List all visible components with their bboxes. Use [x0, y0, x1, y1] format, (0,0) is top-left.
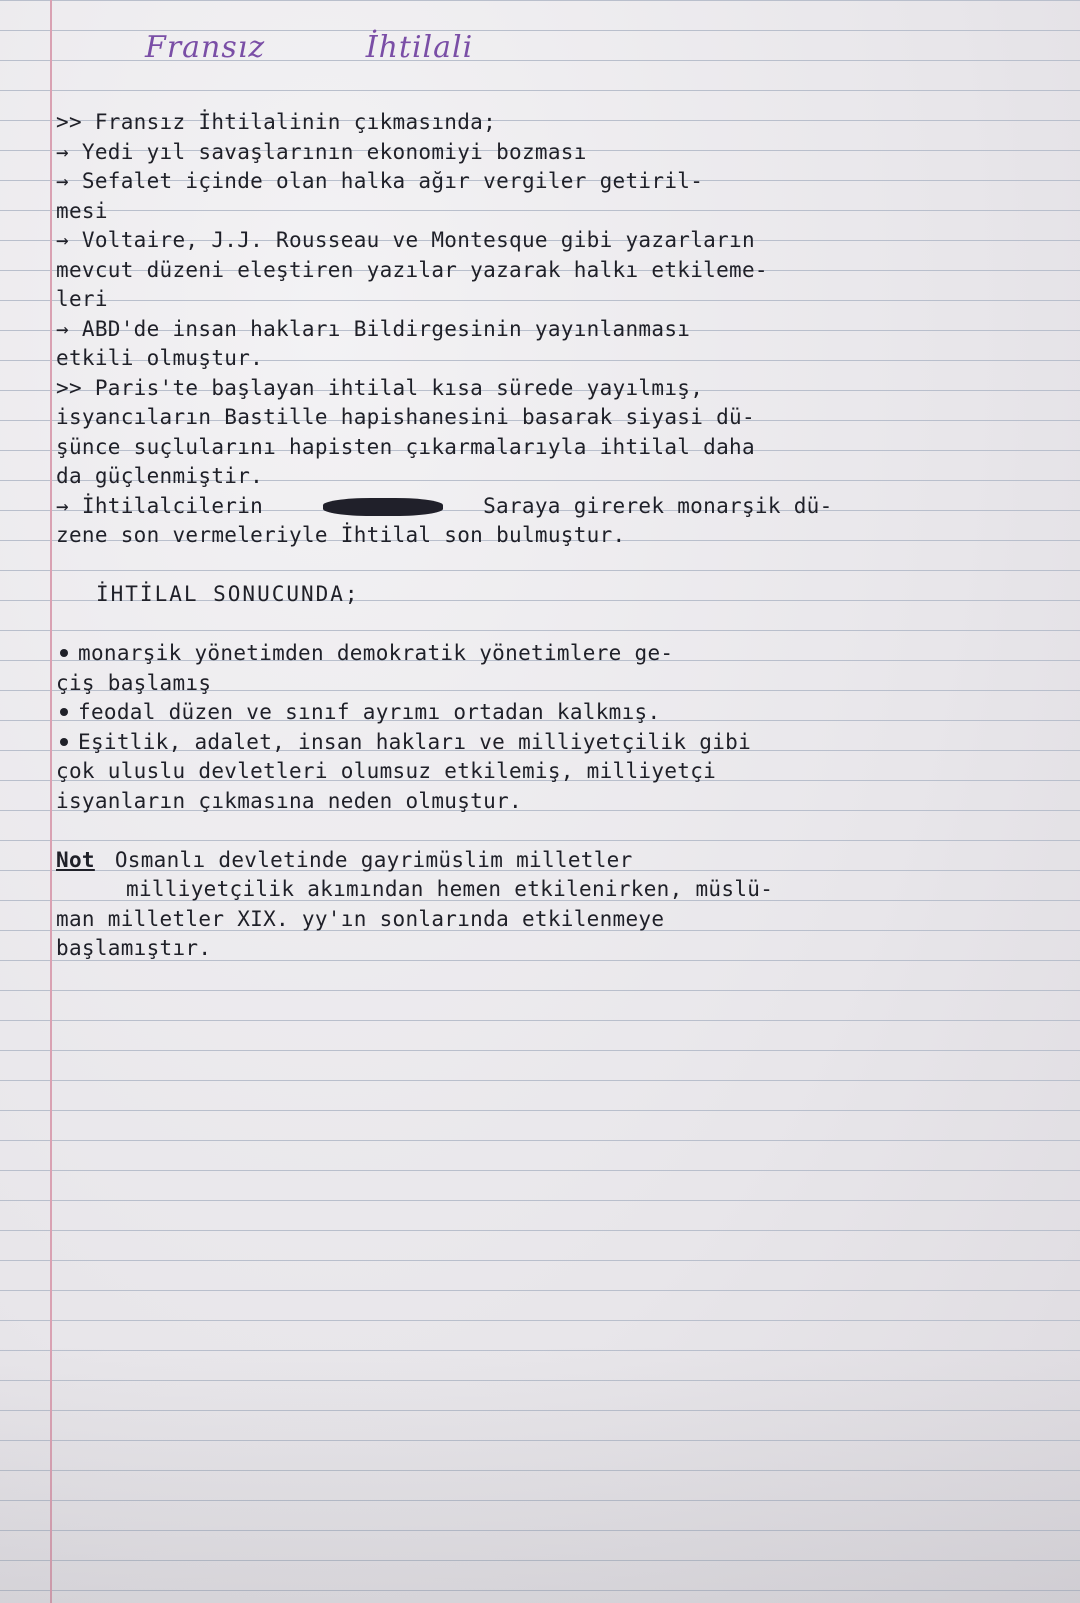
- note-line-2: milliyetçilik akımından hemen etkilenirken, müslü-: [126, 877, 774, 901]
- events-2-start: → İhtilalcilerin: [56, 493, 264, 518]
- cause-4-line-1: → ABD'de insan hakları Bildirgesinin yayınlanması: [56, 316, 691, 341]
- title-word-2: İhtilali: [365, 30, 474, 65]
- note-line-3: man milletler XIX. yy'ın sonlarında etkilenmeye: [56, 906, 665, 931]
- title-word-1: Fransız: [145, 30, 266, 65]
- spacer: [56, 816, 1046, 846]
- cause-3-line-1: → Voltaire, J.J. Rousseau ve Montesque gibi yazarların: [56, 228, 755, 252]
- events-2-line-2: zene son vermeleriyle İhtilal son bulmuştur.: [56, 523, 626, 547]
- cause-3-line-3: leri: [56, 287, 108, 311]
- causes-intro: >> Fransız İhtilalinin çıkmasında;: [56, 110, 497, 134]
- cause-1: → Yedi yıl savaşlarının ekonomiyi bozması: [56, 139, 587, 164]
- bullet-icon: [60, 708, 68, 716]
- events-2-line-1: [56, 492, 1046, 522]
- result-3-line-1: [56, 728, 1046, 758]
- result-1-line-1: [56, 639, 1046, 669]
- redaction-scribble: [323, 498, 443, 516]
- note-line-4: başlamıştır.: [56, 936, 212, 960]
- note-line-1: [56, 846, 1046, 876]
- cause-2-line-2: mesi: [56, 198, 108, 223]
- page-title: [145, 30, 563, 65]
- note-label: Not: [56, 847, 95, 872]
- page-shadow: [0, 1343, 1080, 1603]
- result-3-line-3: isyanların çıkmasına neden olmuştur.: [56, 788, 522, 813]
- events-1-line-4: da güçlenmiştir.: [56, 464, 264, 488]
- results-heading: İHTİLAL SONUCUNDA;: [96, 582, 360, 606]
- result-1-text: monarşik yönetimden demokratik yönetimlere ge-: [78, 641, 674, 665]
- result-1-line-2: çiş başlamış: [56, 670, 212, 695]
- result-2-text: feodal düzen ve sınıf ayrımı ortadan kalkmış.: [78, 700, 661, 724]
- result-3-text: Eşitlik, adalet, insan hakları ve milliyetçilik gibi: [78, 729, 752, 754]
- events-1-line-1: >> Paris'te başlayan ihtilal kısa sürede yayılmış,: [56, 375, 704, 400]
- spacer: [56, 610, 1046, 640]
- cause-2-line-1: → Sefalet içinde olan halka ağır vergiler getiril-: [56, 169, 704, 193]
- cause-3-line-2: mevcut düzeni eleştiren yazılar yazarak halkı etkileme-: [56, 257, 768, 282]
- bullet-icon: [60, 738, 68, 746]
- note-text-1: Osmanlı devletinde gayrimüslim milletler: [114, 847, 633, 872]
- bullet-icon: [60, 649, 68, 657]
- spacer: [56, 551, 1046, 581]
- result-3-line-2: çok uluslu devletleri olumsuz etkilemiş, milliyetçi: [56, 759, 717, 783]
- events-2-end: Saraya girerek monarşik dü-: [483, 493, 833, 518]
- cause-4-line-2: etkili olmuştur.: [56, 346, 264, 370]
- events-1-line-2: isyancıların Bastille hapishanesini basarak siyasi dü-: [56, 405, 755, 429]
- result-2: [56, 698, 1046, 728]
- notes-content: [56, 108, 1046, 964]
- events-1-line-3: şünce suçlularını hapisten çıkarmalarıyla ihtilal daha: [56, 434, 755, 459]
